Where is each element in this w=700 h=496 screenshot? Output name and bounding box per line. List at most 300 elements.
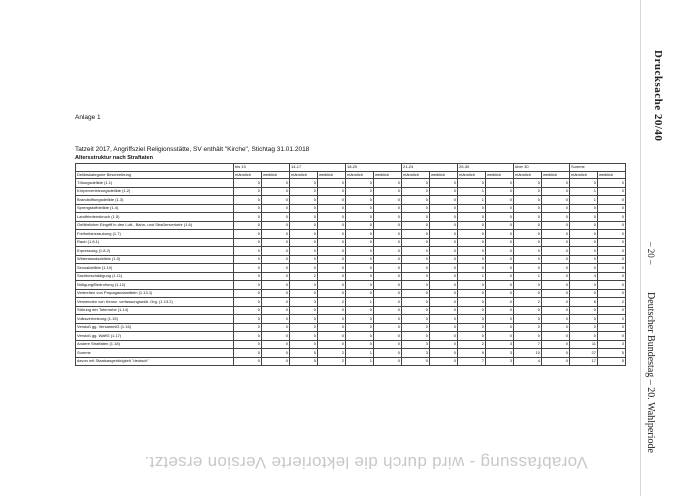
table-row [76,340,626,349]
table-cell: 3 [598,340,626,349]
table-row [76,332,626,341]
table-cell: 0 [486,196,514,205]
row-label: Sachbeschädigung (1.11) [76,272,234,281]
table-cell: 0 [514,204,542,213]
table-row [76,255,626,264]
table-cell: 0 [542,187,570,196]
table-cell: 0 [234,340,262,349]
table-cell: 0 [290,289,318,298]
table-cell: 0 [486,281,514,290]
table-cell: 0 [262,289,290,298]
table-row [76,196,626,205]
table-row [76,357,626,366]
table-cell: 0 [402,187,430,196]
table-cell: 0 [234,306,262,315]
table-cell: 2 [598,298,626,307]
row-label: Erpressung (1.8.2) [76,247,234,256]
table-cell: 1 [514,272,542,281]
table-row [76,204,626,213]
age-group-header: über 30 [514,164,570,172]
table-cell: 0 [486,213,514,222]
table-cell: 0 [570,179,598,188]
table-cell: 0 [374,213,402,222]
table-cell: 0 [318,213,346,222]
table-cell: 3 [402,340,430,349]
table-cell: 6 [570,298,598,307]
table-cell: 0 [290,340,318,349]
table-cell: 0 [402,238,430,247]
table-cell: 11 [570,340,598,349]
age-group-header-row [76,164,626,172]
table-cell: 0 [374,306,402,315]
table-cell: 0 [374,238,402,247]
table-cell: 0 [430,281,458,290]
table-cell: 0 [290,315,318,324]
table-cell: 0 [542,323,570,332]
table-cell: 0 [346,323,374,332]
table-cell: 0 [318,289,346,298]
table-cell: 0 [234,238,262,247]
drucksache-number: Drucksache 20/40 [652,50,664,142]
male-header: männlich [346,171,374,179]
table-cell: 7 [458,357,486,366]
row-label: Raub (1.8.1) [76,238,234,247]
table-cell: 1 [458,272,486,281]
table-cell: 2 [318,357,346,366]
table-cell: 0 [346,289,374,298]
table-cell: 0 [262,187,290,196]
table-cell: 0 [570,204,598,213]
male-header: männlich [570,171,598,179]
table-cell: 0 [430,272,458,281]
table-cell: 0 [290,238,318,247]
table-cell: 0 [290,255,318,264]
bundestag-caption: Deutscher Bundestag – 20. Wahlperiode [645,292,656,453]
row-label: Widerstandsdelikte (1.9) [76,255,234,264]
table-cell: 0 [598,323,626,332]
table-cell: 0 [374,289,402,298]
document-title: Tatzeit 2017, Angriffsziel Religionsstätte, SV enthält "Kirche", Stichtag 31.01.2018 [75,146,310,153]
female-header: weiblich [486,171,514,179]
table-cell: 0 [430,298,458,307]
table-cell: 0 [234,213,262,222]
table-cell: 0 [486,187,514,196]
table-cell: 0 [318,221,346,230]
table-cell: 0 [514,332,542,341]
table-cell: 0 [374,187,402,196]
table-cell: 0 [402,272,430,281]
table-cell: 0 [486,264,514,273]
table-cell: 0 [290,264,318,273]
row-label: Landfriedensbruch (1.5) [76,213,234,222]
table-cell: 0 [402,179,430,188]
table-cell: 0 [290,230,318,239]
female-header: weiblich [318,171,346,179]
table-cell: 0 [234,204,262,213]
table-cell: 0 [318,204,346,213]
table-cell: 0 [542,315,570,324]
table-cell: 0 [458,230,486,239]
table-cell: 0 [262,306,290,315]
table-row [76,247,626,256]
table-cell: 1 [346,349,374,358]
table-cell: 0 [514,306,542,315]
table-cell: 0 [542,196,570,205]
table-cell: 0 [458,332,486,341]
row-label: Verbreiten von Propagandamitteln (1.13.1) [76,289,234,298]
table-cell: 0 [486,221,514,230]
table-cell: 5 [598,349,626,358]
age-group-header: 18-20 [346,164,402,172]
table-cell: 0 [542,289,570,298]
table-cell: 0 [402,323,430,332]
table-cell: 0 [458,221,486,230]
table-cell: 0 [458,247,486,256]
table-cell: 17 [570,357,598,366]
table-cell: 0 [570,264,598,273]
table-cell: 7 [514,340,542,349]
row-label: Brandstiftungsdelikte (1.3) [76,196,234,205]
table-cell: 0 [374,247,402,256]
table-cell: 0 [262,349,290,358]
table-cell: 0 [486,323,514,332]
table-cell: 0 [514,281,542,290]
table-cell: 0 [598,306,626,315]
table-cell: 0 [486,315,514,324]
table-cell: 0 [514,230,542,239]
table-cell: 0 [346,272,374,281]
table-cell: 0 [542,281,570,290]
table-cell: 0 [346,221,374,230]
table-cell: 0 [374,196,402,205]
table-cell: 10 [514,349,542,358]
table-cell: 0 [262,272,290,281]
table-cell: 0 [234,196,262,205]
age-group-header: 14-17 [290,164,346,172]
table-cell: 0 [346,255,374,264]
table-cell: 2 [514,298,542,307]
row-label: Sexualdelikte (1.10) [76,264,234,273]
table-cell: 0 [402,204,430,213]
table-cell: 0 [318,315,346,324]
table-cell: 0 [514,238,542,247]
table-cell: 1 [458,187,486,196]
table-cell: 0 [402,230,430,239]
table-cell: 0 [430,264,458,273]
table-cell: 0 [486,255,514,264]
table-cell: 0 [346,204,374,213]
table-cell: 0 [486,179,514,188]
table-row [76,221,626,230]
table-cell: 0 [430,323,458,332]
row-label: Störung der Totenruhe (1.14) [76,306,234,315]
table-cell: 0 [290,323,318,332]
table-cell: 0 [458,298,486,307]
table-cell: 0 [374,230,402,239]
table-cell: 0 [290,179,318,188]
table-cell: 0 [346,213,374,222]
table-cell: 0 [262,230,290,239]
table-cell: 0 [234,357,262,366]
table-cell: 0 [374,349,402,358]
category-header: Deliktskategorie Beschreibung [76,171,234,179]
table-cell: 0 [290,332,318,341]
male-header: männlich [514,171,542,179]
table-cell: 0 [234,179,262,188]
table-cell: 0 [402,221,430,230]
table-cell: 0 [542,298,570,307]
draft-watermark: Vorabfassung - wird durch die lektorierte Version ersetzt. [144,453,588,472]
table-cell: 0 [542,349,570,358]
table-cell: 0 [458,179,486,188]
table-cell: 0 [598,238,626,247]
table-cell: 0 [486,238,514,247]
table-cell: 0 [542,332,570,341]
table-cell: 0 [542,306,570,315]
table-cell: 0 [598,247,626,256]
male-header: männlich [290,171,318,179]
table-cell: 0 [402,306,430,315]
table-cell: 0 [318,264,346,273]
table-cell: 0 [290,187,318,196]
table-cell: 0 [570,281,598,290]
table-cell: 0 [290,306,318,315]
table-cell: 0 [402,357,430,366]
table-cell: 0 [430,213,458,222]
table-cell: 0 [374,340,402,349]
table-row [76,349,626,358]
age-group-header: bis 13 [234,164,290,172]
male-header: männlich [402,171,430,179]
table-cell: 0 [458,323,486,332]
table-cell: 0 [514,213,542,222]
table-cell: 0 [430,255,458,264]
table-cell: 0 [486,332,514,341]
age-group-header: Summe [570,164,626,172]
male-header: männlich [234,171,262,179]
table-cell: 0 [318,230,346,239]
table-cell: 0 [374,204,402,213]
table-cell: 0 [318,247,346,256]
table-cell: 0 [402,298,430,307]
table-cell: 0 [290,221,318,230]
table-row [76,323,626,332]
table-cell: 0 [598,255,626,264]
table-cell: 3 [486,349,514,358]
table-cell: 0 [514,255,542,264]
table-cell: 0 [402,247,430,256]
table-cell: 0 [402,213,430,222]
table-cell: 0 [262,204,290,213]
table-cell: 0 [234,247,262,256]
table-cell: 0 [374,332,402,341]
table-cell: 0 [402,264,430,273]
table-cell: 0 [458,264,486,273]
row-label: Gefährlicher Eingriff in den Luft-, Bahn- und Straßenverkehr (1.6) [76,221,234,230]
table-cell: 0 [262,323,290,332]
table-cell: 0 [430,289,458,298]
table-cell: 5 [290,357,318,366]
table-row [76,213,626,222]
table-cell: 0 [458,213,486,222]
table-cell: 0 [262,221,290,230]
table-cell: 0 [430,221,458,230]
table-cell: 0 [374,272,402,281]
table-cell: 0 [318,306,346,315]
table-cell: 0 [262,315,290,324]
table-cell: 0 [542,230,570,239]
table-cell: 0 [234,221,262,230]
table-cell: 0 [234,255,262,264]
table-cell: 0 [598,204,626,213]
table-cell: 0 [318,340,346,349]
table-row [76,238,626,247]
table-cell: 0 [570,332,598,341]
row-label: Summe [76,349,234,358]
table-cell: 0 [430,187,458,196]
row-label: Sprengstoffdelikte (1.4) [76,204,234,213]
table-subtitle: Altersstruktur nach Straftaten [75,155,153,161]
table-cell: 0 [598,221,626,230]
female-header: weiblich [542,171,570,179]
table-cell: 0 [318,238,346,247]
table-cell: 0 [458,281,486,290]
row-label: Freiheitsberaubung (1.7) [76,230,234,239]
table-cell: 0 [486,289,514,298]
table-cell: 0 [374,315,402,324]
table-cell: 0 [262,357,290,366]
table-cell: 0 [486,272,514,281]
table-row [76,179,626,188]
table-cell: 0 [542,204,570,213]
table-cell: 4 [514,357,542,366]
table-cell: 0 [598,230,626,239]
table-cell: 0 [346,306,374,315]
table-cell: 0 [514,315,542,324]
table-cell: 0 [430,306,458,315]
table-row [76,306,626,315]
table-cell: 0 [486,298,514,307]
table-cell: 0 [514,221,542,230]
row-label: Verwenden von Kennz. verfassungswidr. Org. (1.13.2) [76,298,234,307]
table-cell: 0 [598,213,626,222]
table-cell: 0 [374,281,402,290]
row-label: Verstoß gg. VersammlG (1.16) [76,323,234,332]
table-cell: 0 [374,323,402,332]
table-cell: 1 [458,196,486,205]
table-cell: 0 [234,332,262,341]
row-label: Volksverhetzung (1.15) [76,315,234,324]
table-cell: 0 [346,179,374,188]
annex-label: Anlage 1 [75,114,101,121]
table-cell: 0 [430,230,458,239]
table-cell: 0 [570,306,598,315]
table-cell: 0 [374,357,402,366]
table-cell: 0 [514,187,542,196]
table-cell: 0 [430,238,458,247]
table-cell: 1 [346,298,374,307]
table-cell: 0 [374,255,402,264]
table-cell: 0 [290,213,318,222]
table-cell: 0 [430,247,458,256]
table-cell: 0 [430,196,458,205]
table-cell: 0 [318,281,346,290]
table-cell: 0 [598,281,626,290]
table-cell: 0 [290,196,318,205]
female-header: weiblich [262,171,290,179]
table-cell: 0 [570,247,598,256]
table-cell: 0 [318,179,346,188]
table-row [76,272,626,281]
table-cell: 0 [234,323,262,332]
table-cell: 0 [374,221,402,230]
table-cell: 0 [346,238,374,247]
table-row [76,230,626,239]
table-cell: 0 [486,247,514,256]
table-cell: 0 [542,272,570,281]
gender-header-row [76,171,626,179]
male-header: männlich [458,171,486,179]
table-cell: 0 [570,221,598,230]
table-cell: 0 [598,264,626,273]
table-cell: 0 [598,179,626,188]
table-cell: 2 [318,349,346,358]
page-number: – 20 – [646,242,656,265]
table-cell: 0 [570,289,598,298]
table-cell: 0 [514,264,542,273]
table-cell: 0 [262,247,290,256]
female-header: weiblich [598,171,626,179]
table-cell: 3 [486,357,514,366]
table-cell: 0 [542,340,570,349]
table-cell: 0 [346,187,374,196]
table-cell: 0 [374,264,402,273]
table-cell: 0 [262,179,290,188]
table-cell: 0 [346,281,374,290]
table-cell: 0 [570,315,598,324]
table-cell: 0 [486,306,514,315]
table-cell: 0 [234,187,262,196]
table-cell: 0 [374,298,402,307]
table-cell: 3 [402,349,430,358]
table-cell: 0 [542,247,570,256]
table-cell: 0 [542,357,570,366]
table-cell: 0 [318,272,346,281]
table-cell: 0 [290,247,318,256]
table-cell: 0 [234,281,262,290]
table-cell: 0 [402,289,430,298]
table-cell: 27 [570,349,598,358]
table-cell: 0 [290,204,318,213]
table-cell: 0 [514,247,542,256]
table-cell: 0 [514,323,542,332]
table-cell: 2 [318,298,346,307]
table-cell: 0 [458,238,486,247]
table-cell: 0 [346,247,374,256]
table-row [76,281,626,290]
table-cell: 1 [346,357,374,366]
crime-age-table [75,163,626,366]
table-cell: 0 [402,315,430,324]
table-cell: 0 [346,196,374,205]
table-cell: 0 [402,281,430,290]
row-label: Verstoß gg. WaffG (1.17) [76,332,234,341]
table-cell: 0 [486,204,514,213]
table-cell: 0 [514,289,542,298]
table-cell: 0 [542,221,570,230]
table-cell: 5 [290,349,318,358]
table-cell: 0 [402,196,430,205]
